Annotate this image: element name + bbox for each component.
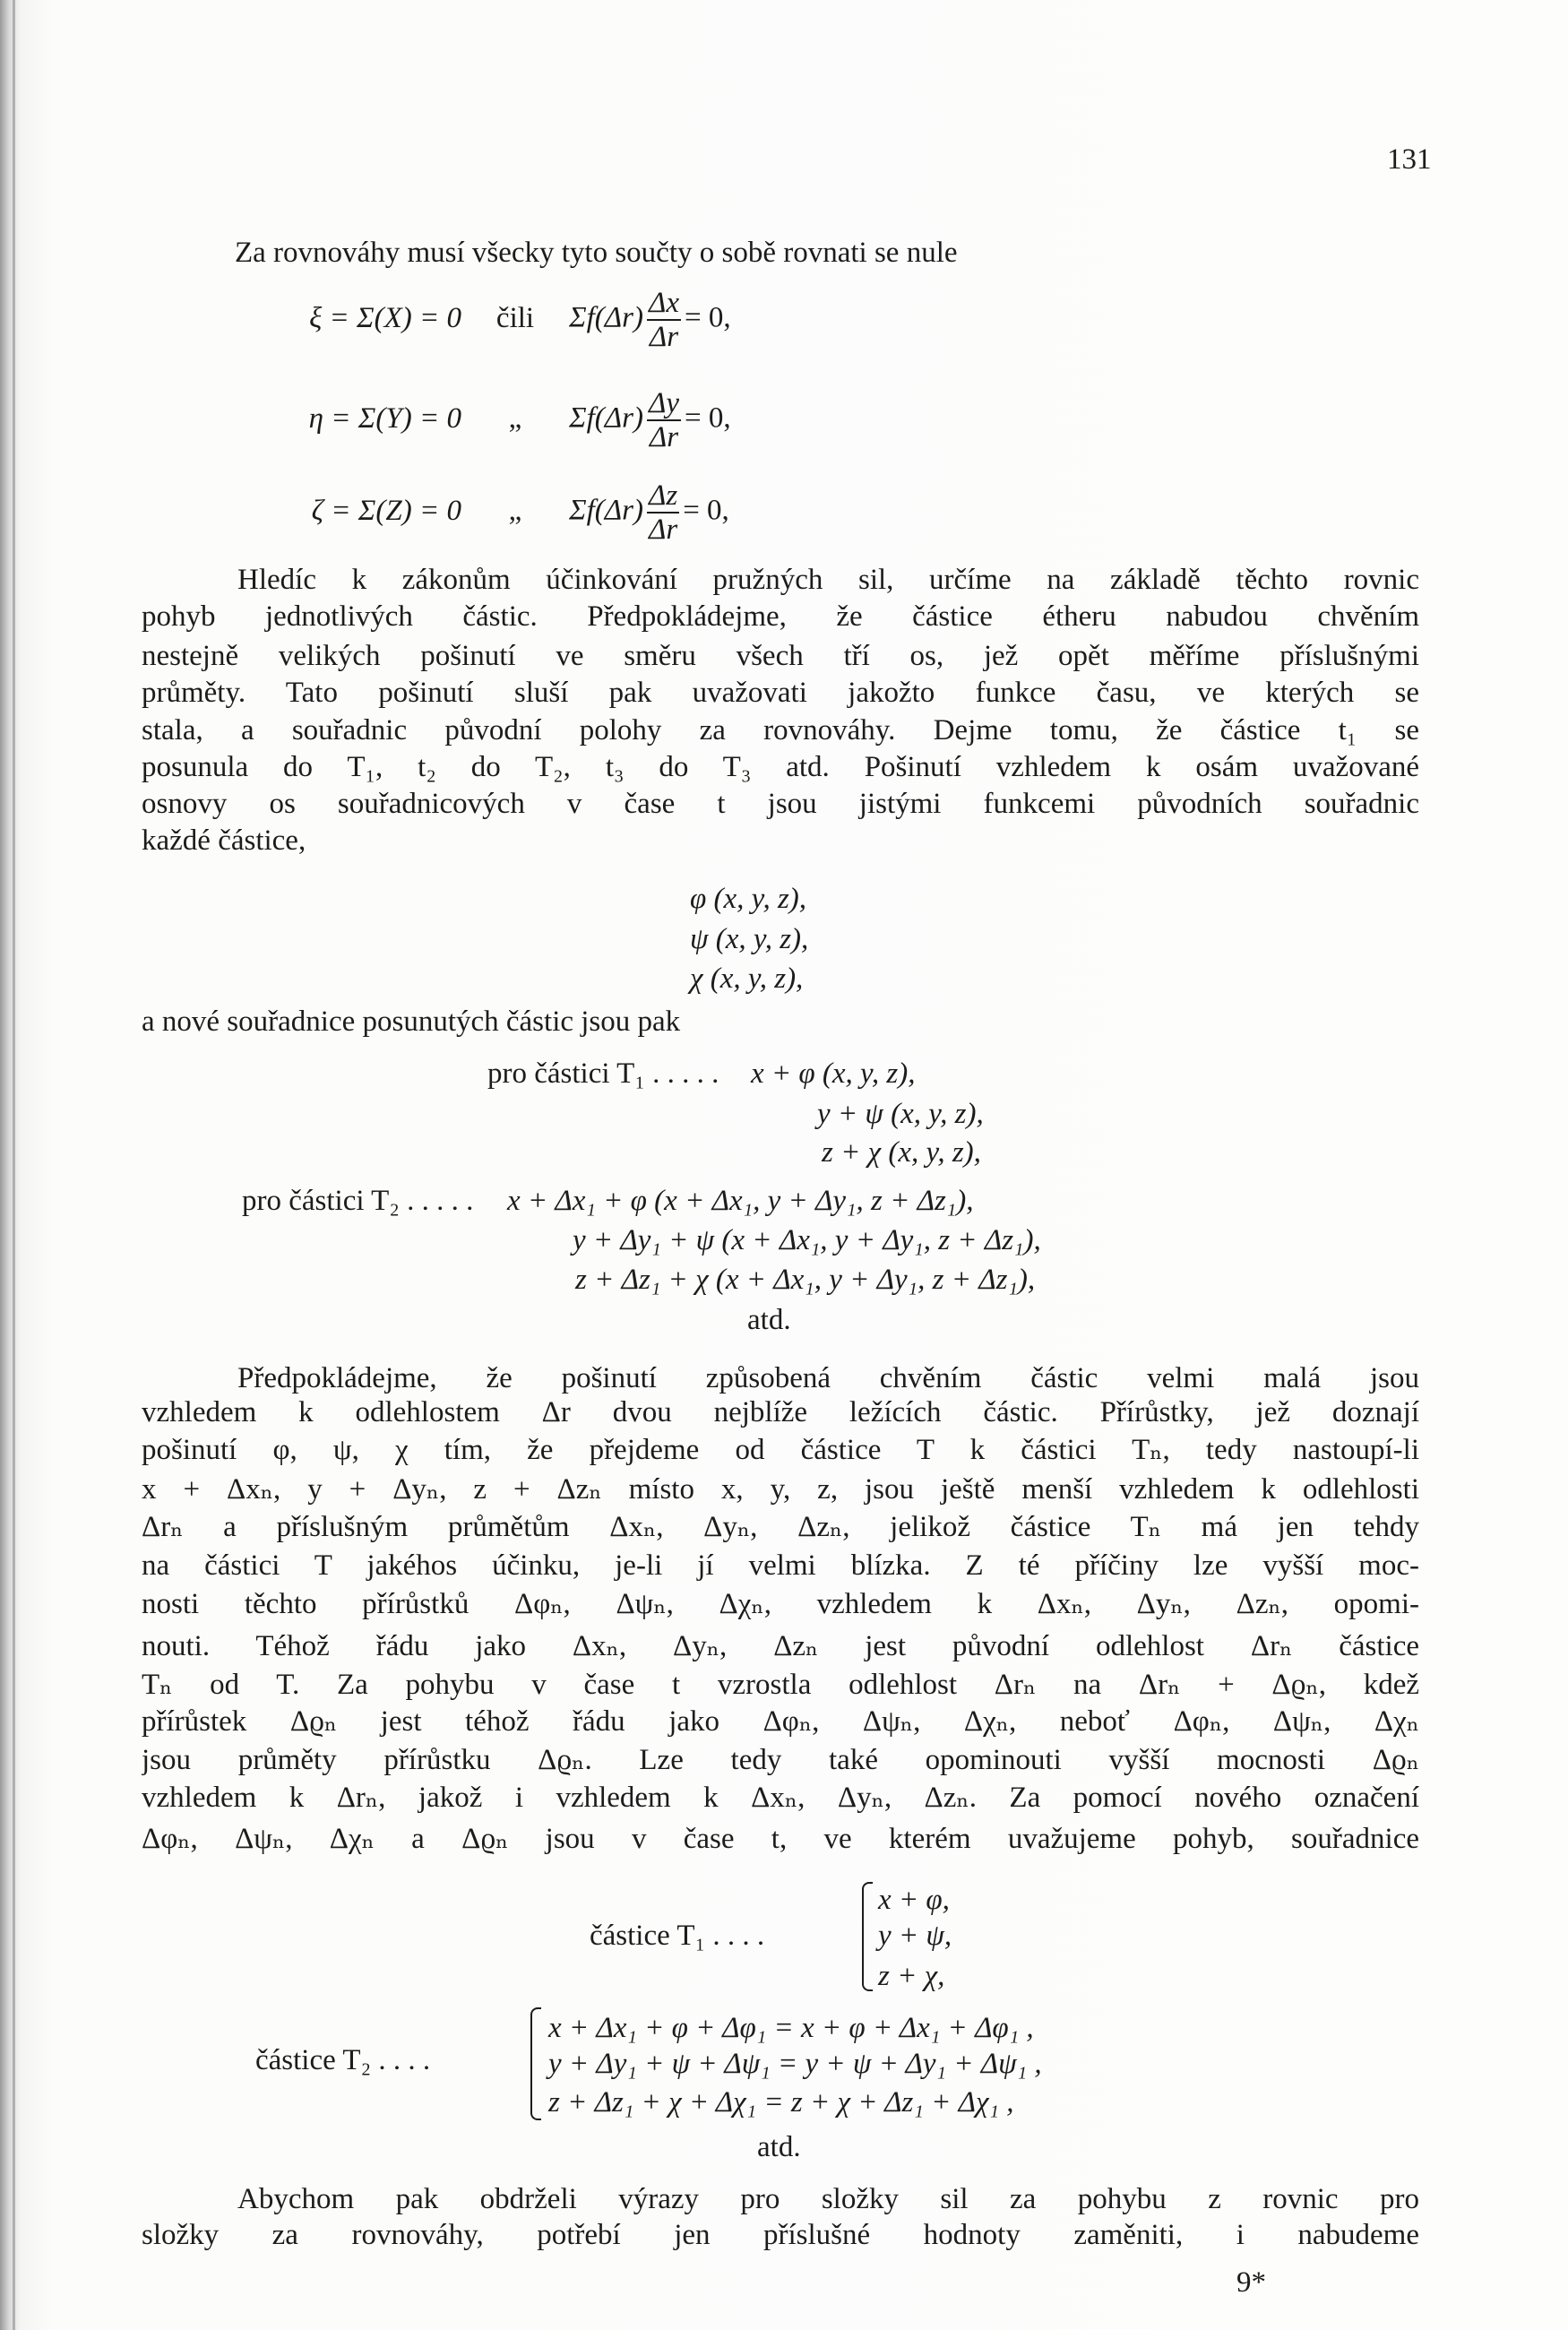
equation-lhs: η = Σ(Y) = 0 [308,401,461,435]
text-line: Δrₙ a příslušným průmětům Δxₙ, Δyₙ, Δzₙ, jelikož částice Tₙ má jen tehdy [142,1511,1419,1543]
text-line: na částici T jakéhos účinku, je-li jí velmi blízka. Z té příčiny lze vyšší moc- [142,1549,1419,1582]
text-line: pohyb jednotlivých částic. Předpokládejme, že částice étheru nabudou chvěním [142,600,1419,633]
t1-line: x + φ (x, y, z), [751,1057,916,1090]
brace-t1-label: částice T₁ . . . . [590,1920,765,1952]
brace-t2-etc: atd. [757,2131,801,2163]
fraction-denominator: Δr [649,421,679,453]
equation-lhs: ξ = Σ(X) = 0 [309,301,461,334]
text-line: Předpokládejme, že pošinutí způsobená chvěním částic velmi malá jsou [237,1362,1419,1394]
brace-t1-line: y + ψ, [878,1920,952,1952]
fraction-numerator: Δy [648,387,679,419]
t1-line: z + χ (x, y, z), [822,1136,981,1169]
text-line: pošinutí φ, ψ, χ tím, že přejdeme od částice T k částici Tₙ, tedy nastoupí-li [142,1434,1419,1466]
text-line: jsou průměty přírůstku Δϱₙ. Lze tedy také opominouti vyšší mocnosti Δϱₙ [142,1744,1419,1776]
brace-t2-label: částice T₂ . . . . [255,2044,431,2076]
brace-t2-symbol [530,2007,541,2120]
equation-row [193,287,731,353]
equation-sum: Σf(Δr) [569,401,643,435]
fraction-denominator: Δr [649,321,679,353]
equation-fraction [647,387,681,453]
equation-fraction [647,479,679,546]
signature-mark: 9* [1236,2266,1266,2299]
text-line: každé částice, [142,824,306,857]
text-line: posunula do T₁, t₂ do T₂, t₃ do T₃ atd. Pošinutí vzhledem k osám uvažované [142,751,1419,783]
text-line: Hledíc k zákonům účinkování pružných sil, určíme na základě těchto rovnic [237,564,1419,596]
text-line: Δφₙ, Δψₙ, Δχₙ a Δϱₙ jsou v čase t, ve kterém uvažujeme pohyb, souřadnice [142,1823,1419,1855]
text-line: průměty. Tato pošinutí sluší pak uvažovati jakožto funkce času, ve kterých se [142,677,1419,709]
equation-fraction [647,287,681,353]
text-line: osnovy os souřadnicových v čase t jsou jistými funkcemi původních souřadnic [142,788,1419,820]
equation-sum: Σf(Δr) [569,301,643,334]
fraction-numerator: Δz [648,479,678,512]
fraction-denominator: Δr [648,513,678,546]
fraction-numerator: Δx [648,287,679,319]
equation-rhs: = 0, [683,494,729,527]
equation-rhs: = 0, [684,401,731,435]
t2-line: y + Δy₁ + ψ (x + Δx₁, y + Δy₁, z + Δz₁), [573,1224,1041,1256]
t2-etc: atd. [747,1304,791,1336]
equation-connector: čili [495,301,535,334]
t1-label: pro částici T₁ . . . . . [487,1057,719,1090]
page-number: 131 [1387,143,1432,176]
page-edge [13,0,15,2330]
equation-sum: Σf(Δr) [569,494,643,527]
text-line: x + Δxₙ, y + Δyₙ, z + Δzₙ místo x, y, z, jsou ještě menší vzhledem k odlehlosti [142,1473,1419,1506]
text-line: nouti. Téhož řádu jako Δxₙ, Δyₙ, Δzₙ jest původní odlehlost Δrₙ částice [142,1630,1419,1662]
equation-lhs: ζ = Σ(Z) = 0 [311,494,461,527]
equation-connector: „ [508,401,522,435]
brace-t2-line: z + Δz₁ + χ + Δχ₁ = z + χ + Δz₁ + Δχ₁ , [548,2086,1014,2119]
text-line: Abychom pak obdrželi výrazy pro složky sil za pohybu z rovnic pro [237,2183,1419,2215]
text-line: Tₙ od T. Za pohybu v čase t vzrostla odlehlost Δrₙ na Δrₙ + Δϱₙ, kdež [142,1669,1419,1701]
function-phi: φ (x, y, z), [690,883,807,915]
text-line: vzhledem k odlehlostem Δr dvou nejblíže ležících částic. Přírůstky, jež doznají [142,1396,1419,1428]
brace-t2-line: x + Δx₁ + φ + Δφ₁ = x + φ + Δx₁ + Δφ₁ , [548,2012,1034,2044]
equation-connector: „ [508,494,522,527]
text-line: přírůstek Δϱₙ jest téhož řádu jako Δφₙ, Δψₙ, Δχₙ, neboť Δφₙ, Δψₙ, Δχₙ [142,1705,1419,1738]
text-line: nosti těchto přírůstků Δφₙ, Δψₙ, Δχₙ, vzhledem k Δxₙ, Δyₙ, Δzₙ, opomi- [142,1588,1419,1620]
intro-line: Za rovnováhy musí všecky tyto součty o sobě rovnati se nule [235,237,958,269]
equation-rhs: = 0, [684,301,731,334]
brace-t1-line: x + φ, [878,1884,950,1916]
new-coords-intro: a nové souřadnice posunutých částic jsou pak [142,1005,681,1038]
t2-line: z + Δz₁ + χ (x + Δx₁, y + Δy₁, z + Δz₁), [575,1264,1036,1296]
text-line: stala, a souřadnic původní polohy za rovnováhy. Dejme tomu, že částice t₁ se [142,714,1419,746]
t1-line: y + ψ (x, y, z), [817,1098,984,1130]
text-line: vzhledem k Δrₙ, jakož i vzhledem k Δxₙ, Δyₙ, Δzₙ. Za pomocí nového označení [142,1782,1419,1814]
t2-label: pro částici T₂ . . . . . [242,1185,474,1217]
brace-t1-symbol [862,1882,873,1991]
function-psi: ψ (x, y, z), [690,923,809,955]
equation-row [193,479,729,546]
text-line: nestejně velikých pošinutí ve směru všech tří os, jež opět měříme příslušnými [142,640,1419,672]
text-line: složky za rovnováhy, potřebí jen příslušné hodnoty zaměniti, i nabudeme [142,2219,1419,2251]
brace-t2-line: y + Δy₁ + ψ + Δψ₁ = y + ψ + Δy₁ + Δψ₁ , [548,2048,1042,2080]
t2-line: x + Δx₁ + φ (x + Δx₁, y + Δy₁, z + Δz₁), [507,1185,974,1217]
equation-row [193,387,731,453]
brace-t1-line: z + χ, [878,1960,945,1992]
function-chi: χ (x, y, z), [690,962,804,995]
